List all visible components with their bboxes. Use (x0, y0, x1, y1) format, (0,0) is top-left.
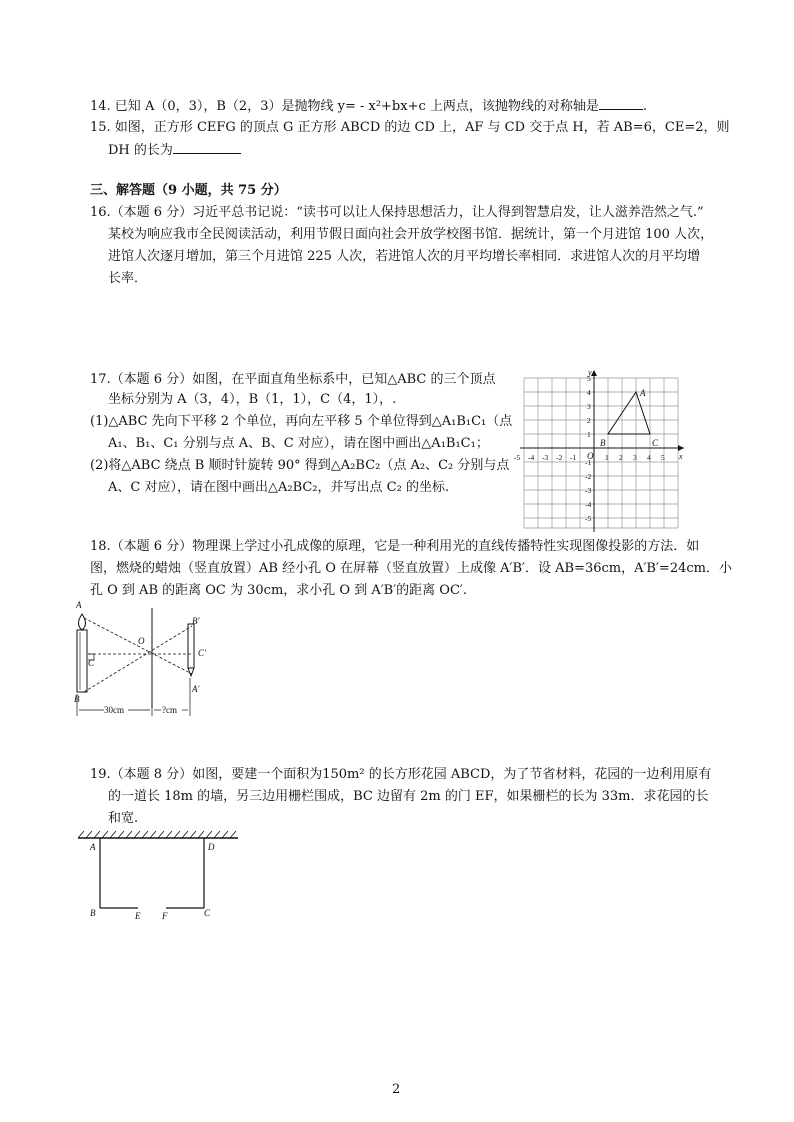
wall-hatching (78, 831, 236, 838)
y-tick: 5 (587, 374, 591, 383)
triangle-abc (608, 392, 650, 434)
x-axis-arrow (678, 445, 684, 451)
question-15-line2: DH 的长为 (108, 141, 241, 160)
q18-line: 图，燃烧的蜡烛（竖直放置）AB 经小孔 O 在屏幕（竖直放置）上成像 A′B′．设 AB=36cm，A′B′=24cm．小 (90, 561, 732, 576)
q17-line: (2)将△ABC 绕点 B 顺时针旋转 90° 得到△A₂BC₂（点 A₂、C₂ 分别与点 (90, 458, 510, 473)
q16-line: 进馆人次逐月增加，第三个月进馆 225 人次，若进馆人次的月平均增长率相同．求进馆人次的月平均增 (108, 249, 701, 264)
y-tick: -1 (585, 458, 592, 467)
x-tick: 4 (647, 453, 651, 462)
y-axis-label: y (588, 368, 592, 377)
x-tick: 2 (619, 453, 623, 462)
label-f: F (162, 911, 168, 921)
page-number: 2 (392, 1082, 401, 1097)
image-candle (188, 624, 194, 668)
label-b: B (90, 908, 96, 918)
q19-line: 和宽. (108, 811, 139, 826)
y-tick: 2 (587, 416, 591, 425)
q16-line: 某校为响应我市全民阅读活动，利用节假日面向社会开放学校图书馆．据统计，第一个月进馆 100 人次， (108, 227, 714, 242)
y-tick: -4 (585, 500, 592, 509)
label-o: O (138, 636, 145, 646)
q19-line: 19.（本题 8 分）如图，要建一个面积为150m² 的长方形花园 ABCD，为了节省材料，花园的一边利用原有 (90, 767, 712, 782)
question-15-line1: 15. 如图，正方形 CEFG 的顶点 G 正方形 ABCD 的边 CD 上，AF 与 CD 交于点 H，若 AB=6，CE=2，则 (90, 120, 730, 135)
label-d: D (208, 842, 215, 852)
point-c-label: C (652, 438, 659, 448)
x-tick: 1 (605, 453, 609, 462)
section-title: 三、解答题（9 小题，共 75 分） (90, 183, 287, 198)
x-tick: -3 (542, 453, 549, 462)
q18-line: 孔 O 到 AB 的距离 OC 为 30cm，求小孔 O 到 A′B′的距离 OC′. (90, 583, 468, 598)
label-c: C (88, 658, 95, 668)
point-a-label: A (640, 388, 646, 398)
y-tick: -5 (585, 514, 592, 523)
q14-answer-blank[interactable] (599, 97, 643, 110)
x-tick: 3 (633, 453, 637, 462)
x-tick: -4 (528, 453, 535, 462)
label-a: A (76, 600, 82, 610)
q18-line: 18.（本题 6 分）物理课上学过小孔成像的原理，它是一种利用光的直线传播特性实现图像投影的方法．如 (90, 539, 700, 554)
flame-icon (79, 614, 86, 630)
y-tick: 4 (587, 388, 591, 397)
q14-text: 14. 已知 A（0，3），B（2，3）是抛物线 y= - x²+bx+c 上两点，该抛物线的对称轴是 (90, 99, 599, 114)
x-tick: -2 (556, 453, 563, 462)
distance-oc: 30cm (104, 705, 124, 715)
x-tick: 5 (661, 453, 665, 462)
q17-line: A、C 对应），请在图中画出△A₂BC₂，并写出点 C₂ 的坐标. (108, 480, 450, 495)
y-axis-arrow (591, 370, 597, 376)
label-c-prime: C′ (198, 648, 206, 658)
q16-line: 16.（本题 6 分）习近平总书记说：“读书可以让人保持思想活力，让人得到智慧启发，让人滋养浩然之气.” (90, 205, 704, 220)
q17-line: A₁、B₁、C₁ 分别与点 A、B、C 对应），请在图中画出△A₁B₁C₁； (108, 436, 489, 451)
q16-line: 长率． (108, 271, 148, 286)
candle-body (77, 630, 87, 692)
q19-line: 的一道长 18m 的墙，另三边用栅栏围成，BC 边留有 2m 的门 EF，如果栅栏的长为 33m．求花园的长 (108, 789, 709, 804)
y-tick: -3 (585, 486, 592, 495)
point-b-label: B (600, 438, 606, 448)
label-c: C (204, 908, 211, 918)
q17-line: 坐标分别为 A（3，4），B（1，1），C（4，1），. (108, 392, 397, 407)
garden-diagram (74, 828, 244, 924)
distance-oc-prime: ?cm (162, 705, 177, 715)
label-a: A (90, 842, 96, 852)
label-a-prime: A′ (192, 684, 200, 694)
y-tick: -2 (585, 472, 592, 481)
q15-answer-blank[interactable] (173, 141, 241, 154)
coordinate-grid[interactable] (512, 366, 692, 534)
y-tick: 3 (587, 402, 591, 411)
x-axis-label: x (679, 452, 683, 461)
x-tick: -1 (570, 453, 577, 462)
q17-line: 17.（本题 6 分）如图，在平面直角坐标系中，已知△ABC 的三个顶点 (90, 372, 496, 387)
pinhole-diagram (64, 596, 224, 722)
fence (100, 838, 204, 908)
origin-label: O (587, 451, 594, 461)
label-b-prime: B′ (192, 616, 200, 626)
x-tick: -5 (514, 453, 521, 462)
q17-line: (1)△ABC 先向下平移 2 个单位，再向左平移 5 个单位得到△A₁B₁C₁（点 (90, 414, 513, 429)
label-e: E (135, 911, 141, 921)
label-b: B (74, 694, 80, 704)
question-14: 14. 已知 A（0，3），B（2，3）是抛物线 y= - x²+bx+c 上两点，该抛物线的对称轴是 . (90, 99, 648, 114)
y-tick: 1 (587, 430, 591, 439)
